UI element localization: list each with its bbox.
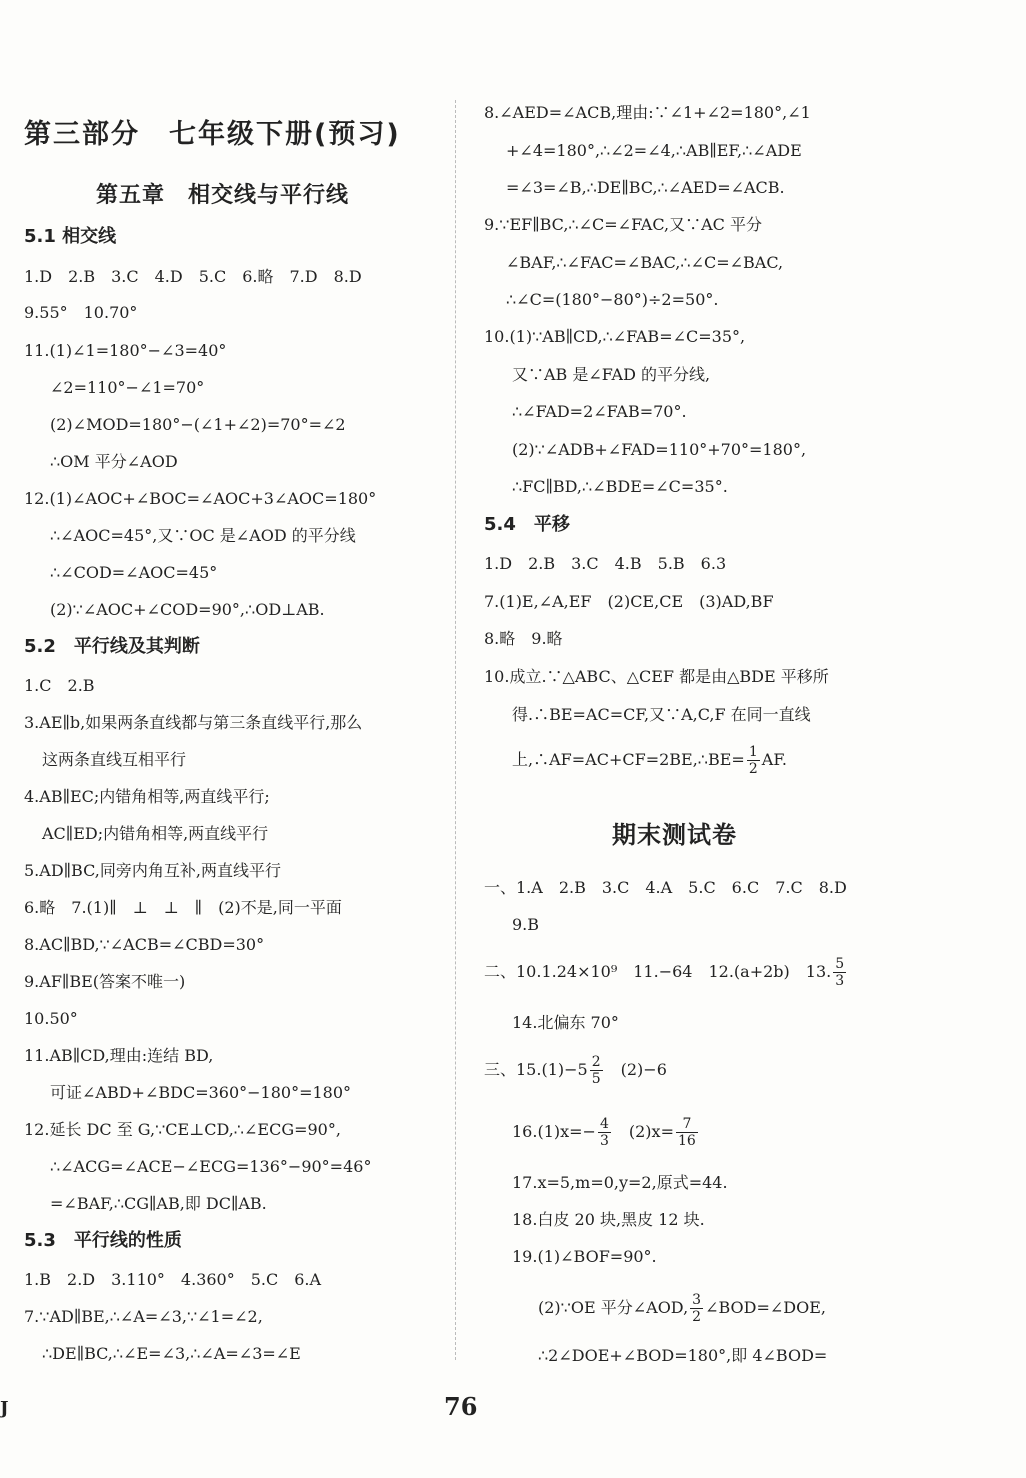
answer-line: 9.55° 10.70° [24,303,138,322]
fraction [833,956,846,989]
fraction-numerator: 3 [692,1292,702,1308]
answer-line: 10.50° [24,1009,78,1028]
answer-line: 这两条直线互相平行 [42,750,187,769]
answer-line: +∠4=180°,∴∠2=∠4,∴AB∥EF,∴∠ADE [506,141,802,160]
answer-line: 7.∵AD∥BE,∴∠A=∠3,∵∠1=∠2, [24,1307,263,1326]
answer-line: 5.AD∥BC,同旁内角互补,两直线平行 [24,861,281,880]
answer-line: 又∵AB 是∠FAD 的平分线, [512,365,711,384]
answer-line: ∠2=110°−∠1=70° [50,378,205,397]
answer-line: ∴∠FAD=2∠FAB=70°. [512,402,687,421]
text-segment: (2)∵OE 平分∠AOD, [538,1298,689,1317]
answer-line: 12.延长 DC 至 G,∵CE⊥CD,∴∠ECG=90°, [24,1120,341,1139]
answer-line: (2)∵∠ADB+∠FAD=110°+70°=180°, [512,440,807,459]
fraction [590,1054,603,1087]
answer-line: 11.AB∥CD,理由:连结 BD, [24,1046,214,1065]
answer-line-q10-last [512,744,787,777]
fraction-numerator: 4 [599,1116,609,1132]
answer-line: 9.∵EF∥BC,∴∠C=∠FAC,又∵AC 平分 [484,215,762,234]
fraction-denominator: 3 [599,1133,609,1149]
page-number: 76 [444,1392,478,1421]
text-segment: 二、10.1.24×10⁹ 11.−64 12.(a+2b) 13. [484,962,832,981]
answer-line: ∴∠AOC=45°,又∵OC 是∠AOD 的平分线 [50,526,356,545]
answer-line: 3.AE∥b,如果两条直线都与第三条直线平行,那么 [24,713,363,732]
final-exam-title: 期末测试卷 [612,821,737,849]
answer-line: 10.成立.∵△ABC、△CEF 都是由△BDE 平移所 [484,667,829,686]
answer-line: ∴∠C=(180°−80°)÷2=50°. [506,290,719,309]
fraction-denominator: 16 [677,1133,696,1149]
final-answer-q19c: ∴2∠DOE+∠BOD=180°,即 4∠BOD= [538,1346,828,1365]
final-answer-q17: 17.x=5,m=0,y=2,原式=44. [512,1173,728,1192]
final-answer-s2b: 14.北偏东 70° [512,1013,619,1032]
answer-line: 可证∠ABD+∠BDC=360°−180°=180° [50,1083,352,1102]
fraction-denominator: 2 [692,1309,702,1325]
final-answer-q16 [512,1116,700,1149]
text-segment: 上,∴AF=AC+CF=2BE,∴BE= [512,750,745,769]
fraction-numerator: 7 [676,1116,698,1133]
answer-line: 4.AB∥EC;内错角相等,两直线平行; [24,787,270,806]
answer-line: 得.∴BE=AC=CF,又∵A,C,F 在同一直线 [512,705,811,724]
text-segment: (2)−6 [604,1060,667,1079]
fraction-numerator: 2 [591,1054,601,1070]
final-answer-q18: 18.白皮 20 块,黑皮 12 块. [512,1210,705,1229]
answer-line: 6.略 7.(1)∥ ⊥ ⊥ ∥ (2)不是,同一平面 [24,898,342,917]
answer-line: 8.略 9.略 [484,629,563,648]
answer-line: 8.∠AED=∠ACB,理由:∵∠1+∠2=180°,∠1 [484,103,811,122]
answer-line: 12.(1)∠AOC+∠BOC=∠AOC+3∠AOC=180° [24,489,377,508]
final-answer-s1b: 9.B [512,915,540,934]
final-answer-s1: 一、1.A 2.B 3.C 4.A 5.C 6.C 7.C 8.D [484,878,847,897]
text-segment: 三、15.(1)−5 [484,1060,588,1079]
corner-mark: J [0,1398,9,1419]
fraction [690,1292,703,1325]
final-answer-s3 [484,1054,667,1087]
answer-line: =∠BAF,∴CG∥AB,即 DC∥AB. [50,1194,267,1213]
part-title: 第三部分 七年级下册(预习) [24,119,401,150]
text-segment: AF. [761,750,788,769]
fraction [747,744,760,777]
final-answer-q19: 19.(1)∠BOF=90°. [512,1247,657,1266]
answer-line: 10.(1)∵AB∥CD,∴∠FAB=∠C=35°, [484,327,746,346]
fraction [598,1116,611,1149]
text-segment: ∠BOD=∠DOE, [705,1298,827,1317]
answer-line: =∠3=∠B,∴DE∥BC,∴∠AED=∠ACB. [506,178,785,197]
section-heading: 5.4 平移 [484,514,570,535]
text-segment: 16.(1)x=− [512,1122,596,1141]
fraction-denominator: 5 [591,1071,601,1087]
final-answer-q19b [538,1292,826,1325]
fraction-denominator: 3 [835,973,845,989]
answer-line: 1.B 2.D 3.110° 4.360° 5.C 6.A [24,1270,322,1289]
answer-line: 7.(1)E,∠A,EF (2)CE,CE (3)AD,BF [484,592,774,611]
answer-line: ∴DE∥BC,∴∠E=∠3,∴∠A=∠3=∠E [42,1344,301,1363]
answer-line: (2)∠MOD=180°−(∠1+∠2)=70°=∠2 [50,415,346,434]
answer-line: ∠BAF,∴∠FAC=∠BAC,∴∠C=∠BAC, [506,253,784,272]
section-heading: 5.2 平行线及其判断 [24,636,200,657]
column-divider [455,100,456,1360]
answer-line: ∴∠ACG=∠ACE−∠ECG=136°−90°=46° [50,1157,372,1176]
fraction-numerator: 1 [748,744,758,760]
text-segment: (2)x= [612,1122,674,1141]
fraction-denominator: 2 [748,761,758,777]
answer-line: 9.AF∥BE(答案不唯一) [24,972,186,991]
fraction-numerator: 5 [835,956,845,972]
section-heading: 5.3 平行线的性质 [24,1230,182,1251]
answer-line: (2)∵∠AOC+∠COD=90°,∴OD⊥AB. [50,600,325,619]
chapter-title: 第五章 相交线与平行线 [96,183,350,208]
answer-line: 8.AC∥BD,∵∠ACB=∠CBD=30° [24,935,265,954]
answer-line: ∴OM 平分∠AOD [50,452,178,471]
answer-line: ∴FC∥BD,∴∠BDE=∠C=35°. [512,477,728,496]
answer-line: 11.(1)∠1=180°−∠3=40° [24,341,227,360]
answer-line: ∴∠COD=∠AOC=45° [50,563,218,582]
final-answer-s2 [484,956,848,989]
answer-line: 1.D 2.B 3.C 4.B 5.B 6.3 [484,554,727,573]
answer-line: AC∥ED;内错角相等,两直线平行 [42,824,269,843]
section-heading: 5.1 相交线 [24,226,117,247]
fraction [676,1116,698,1149]
answer-line: 1.C 2.B [24,676,95,695]
answer-line: 1.D 2.B 3.C 4.D 5.C 6.略 7.D 8.D [24,267,362,286]
